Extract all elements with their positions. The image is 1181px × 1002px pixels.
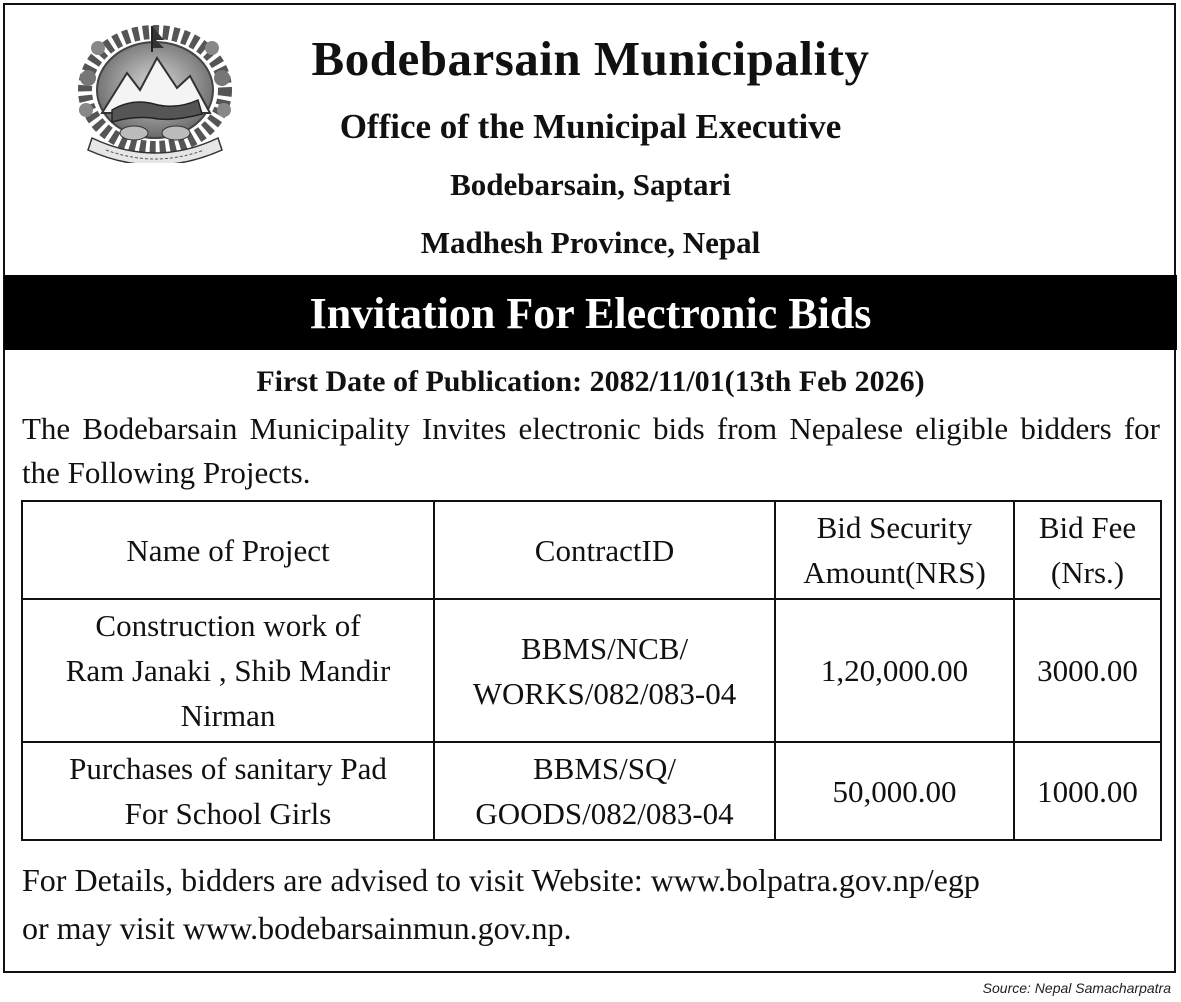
- header-bid-fee: Bid Fee (Nrs.): [1014, 501, 1161, 599]
- municipality-title: Bodebarsain Municipality: [311, 31, 870, 86]
- intro-paragraph: The Bodebarsain Municipality Invites electronic bids from Nepalese eligible bidders for the Following Projects.: [22, 411, 1160, 490]
- header-project: Name of Project: [22, 501, 434, 599]
- project-name: Construction work of Ram Janaki , Shib Mandir Nirman: [22, 599, 434, 742]
- source-credit: Source: Nepal Samacharpatra: [982, 980, 1171, 996]
- contract-id: BBMS/SQ/ GOODS/082/083-04: [434, 742, 775, 840]
- footer-line-2: or may visit www.bodebarsainmun.gov.np.: [22, 910, 572, 946]
- header-bid-security: Bid Security Amount(NRS): [775, 501, 1014, 599]
- bid-security-amount: 50,000.00: [775, 742, 1014, 840]
- bid-fee: 3000.00: [1014, 599, 1161, 742]
- project-name: Purchases of sanitary Pad For School Girls: [22, 742, 434, 840]
- banner-title: Invitation For Electronic Bids: [309, 289, 872, 338]
- details-footer: [22, 856, 1167, 952]
- notice-banner: [4, 275, 1177, 350]
- publication-date: First Date of Publication: 2082/11/01(13th Feb 2026): [256, 365, 925, 398]
- contract-id: BBMS/NCB/ WORKS/082/083-04: [434, 599, 775, 742]
- province-line: Madhesh Province, Nepal: [420, 225, 761, 260]
- header-contract-id: ContractID: [434, 501, 775, 599]
- table-header-row: [22, 501, 1161, 599]
- table-row: [22, 599, 1161, 742]
- bid-fee: 1000.00: [1014, 742, 1161, 840]
- table-row: [22, 742, 1161, 840]
- office-subtitle: Office of the Municipal Executive: [339, 107, 842, 146]
- location-line: Bodebarsain, Saptari: [450, 167, 731, 202]
- bid-security-amount: 1,20,000.00: [775, 599, 1014, 742]
- projects-table: [21, 500, 1162, 841]
- footer-line-1: For Details, bidders are advised to visit Website: www.bolpatra.gov.np/egp: [22, 862, 980, 898]
